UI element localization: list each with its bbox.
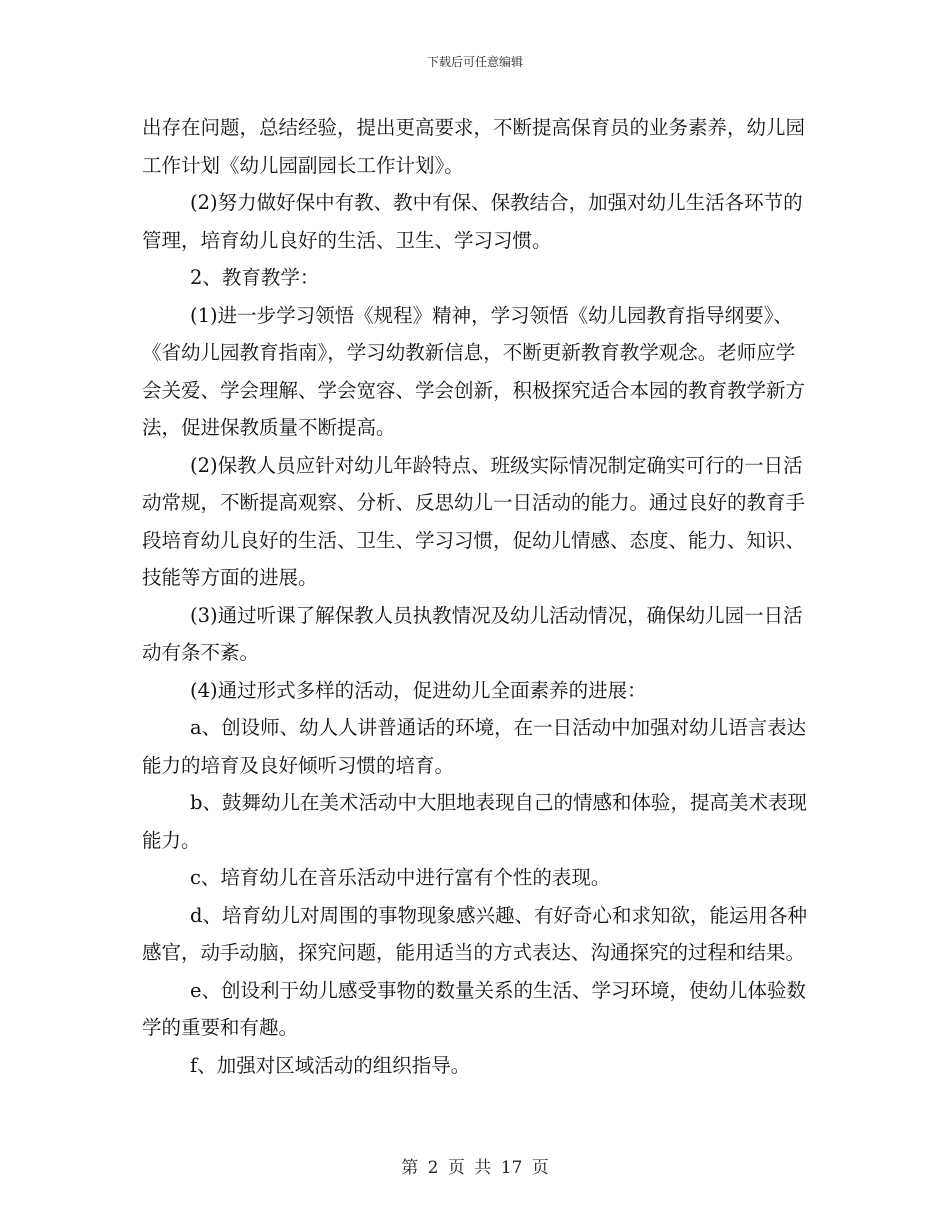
paragraph-1: 出存在问题，总结经验，提出更高要求，不断提高保育员的业务素养，幼儿园工作计划《幼儿园副园长工作计划》。: [142, 116, 806, 177]
list-item-f: f、加强对区域活动的组织指导。: [190, 1053, 471, 1077]
list-item-b: b、鼓舞幼儿在美术活动中大胆地表现自己的情感和体验，提高美术表现能力。: [142, 791, 807, 852]
paragraph-4: (1)进一步学习领悟《规程》精神，学习领悟《幼儿园教育指导纲要》、《省幼儿园教育指南》，学习幼教新信息，不断更新教育教学观念。老师应学会关爱、学会理解、学会宽容、学会创新，积极探究适合本园的教育教学新方法，促进保教质量不断提高。: [142, 303, 806, 439]
paragraph-6: (3)通过听课了解保教人员执教情况及幼儿活动情况，确保幼儿园一日活动有条不紊。: [142, 603, 803, 664]
section-heading-education: 2、教育教学：: [190, 266, 320, 289]
paragraph-2: (2)努力做好保中有教、教中有保、保教结合，加强对幼儿生活各环节的管理，培育幼儿良好的生活、卫生、学习习惯。: [142, 191, 803, 252]
paragraph-7: (4)通过形式多样的活动，促进幼儿全面素养的进展：: [190, 678, 647, 702]
paragraph-5: (2)保教人员应针对幼儿年龄特点、班级实际情况制定确实可行的一日活动常规，不断提高观察、分析、反思幼儿一日活动的能力。通过良好的教育手段培育幼儿良好的生活、卫生、学习习惯，促幼儿情感、态度、能力、知识、技能等方面的进展。: [142, 453, 806, 589]
list-item-d: d、培育幼儿对周围的事物现象感兴趣、有好奇心和求知欲，能运用各种感官，动手动脑，探究问题，能用适当的方式表达、沟通探究的过程和结果。: [142, 903, 807, 964]
page-header-note: 下载后可任意编辑: [426, 55, 523, 69]
list-item-c: c、培育幼儿在音乐活动中进行富有个性的表现。: [190, 866, 611, 889]
list-item-a: a、创设师、幼人人讲普通话的环境，在一日活动中加强对幼儿语言表达能力的培育及良好倾听习惯的培育。: [142, 716, 807, 777]
page-number-footer: 第 2 页 共 17 页: [401, 1158, 549, 1178]
list-item-e: e、创设利于幼儿感受事物的数量关系的生活、学习环境，使幼儿体验数学的重要和有趣。: [142, 978, 807, 1039]
document-body: [142, 109, 814, 1084]
